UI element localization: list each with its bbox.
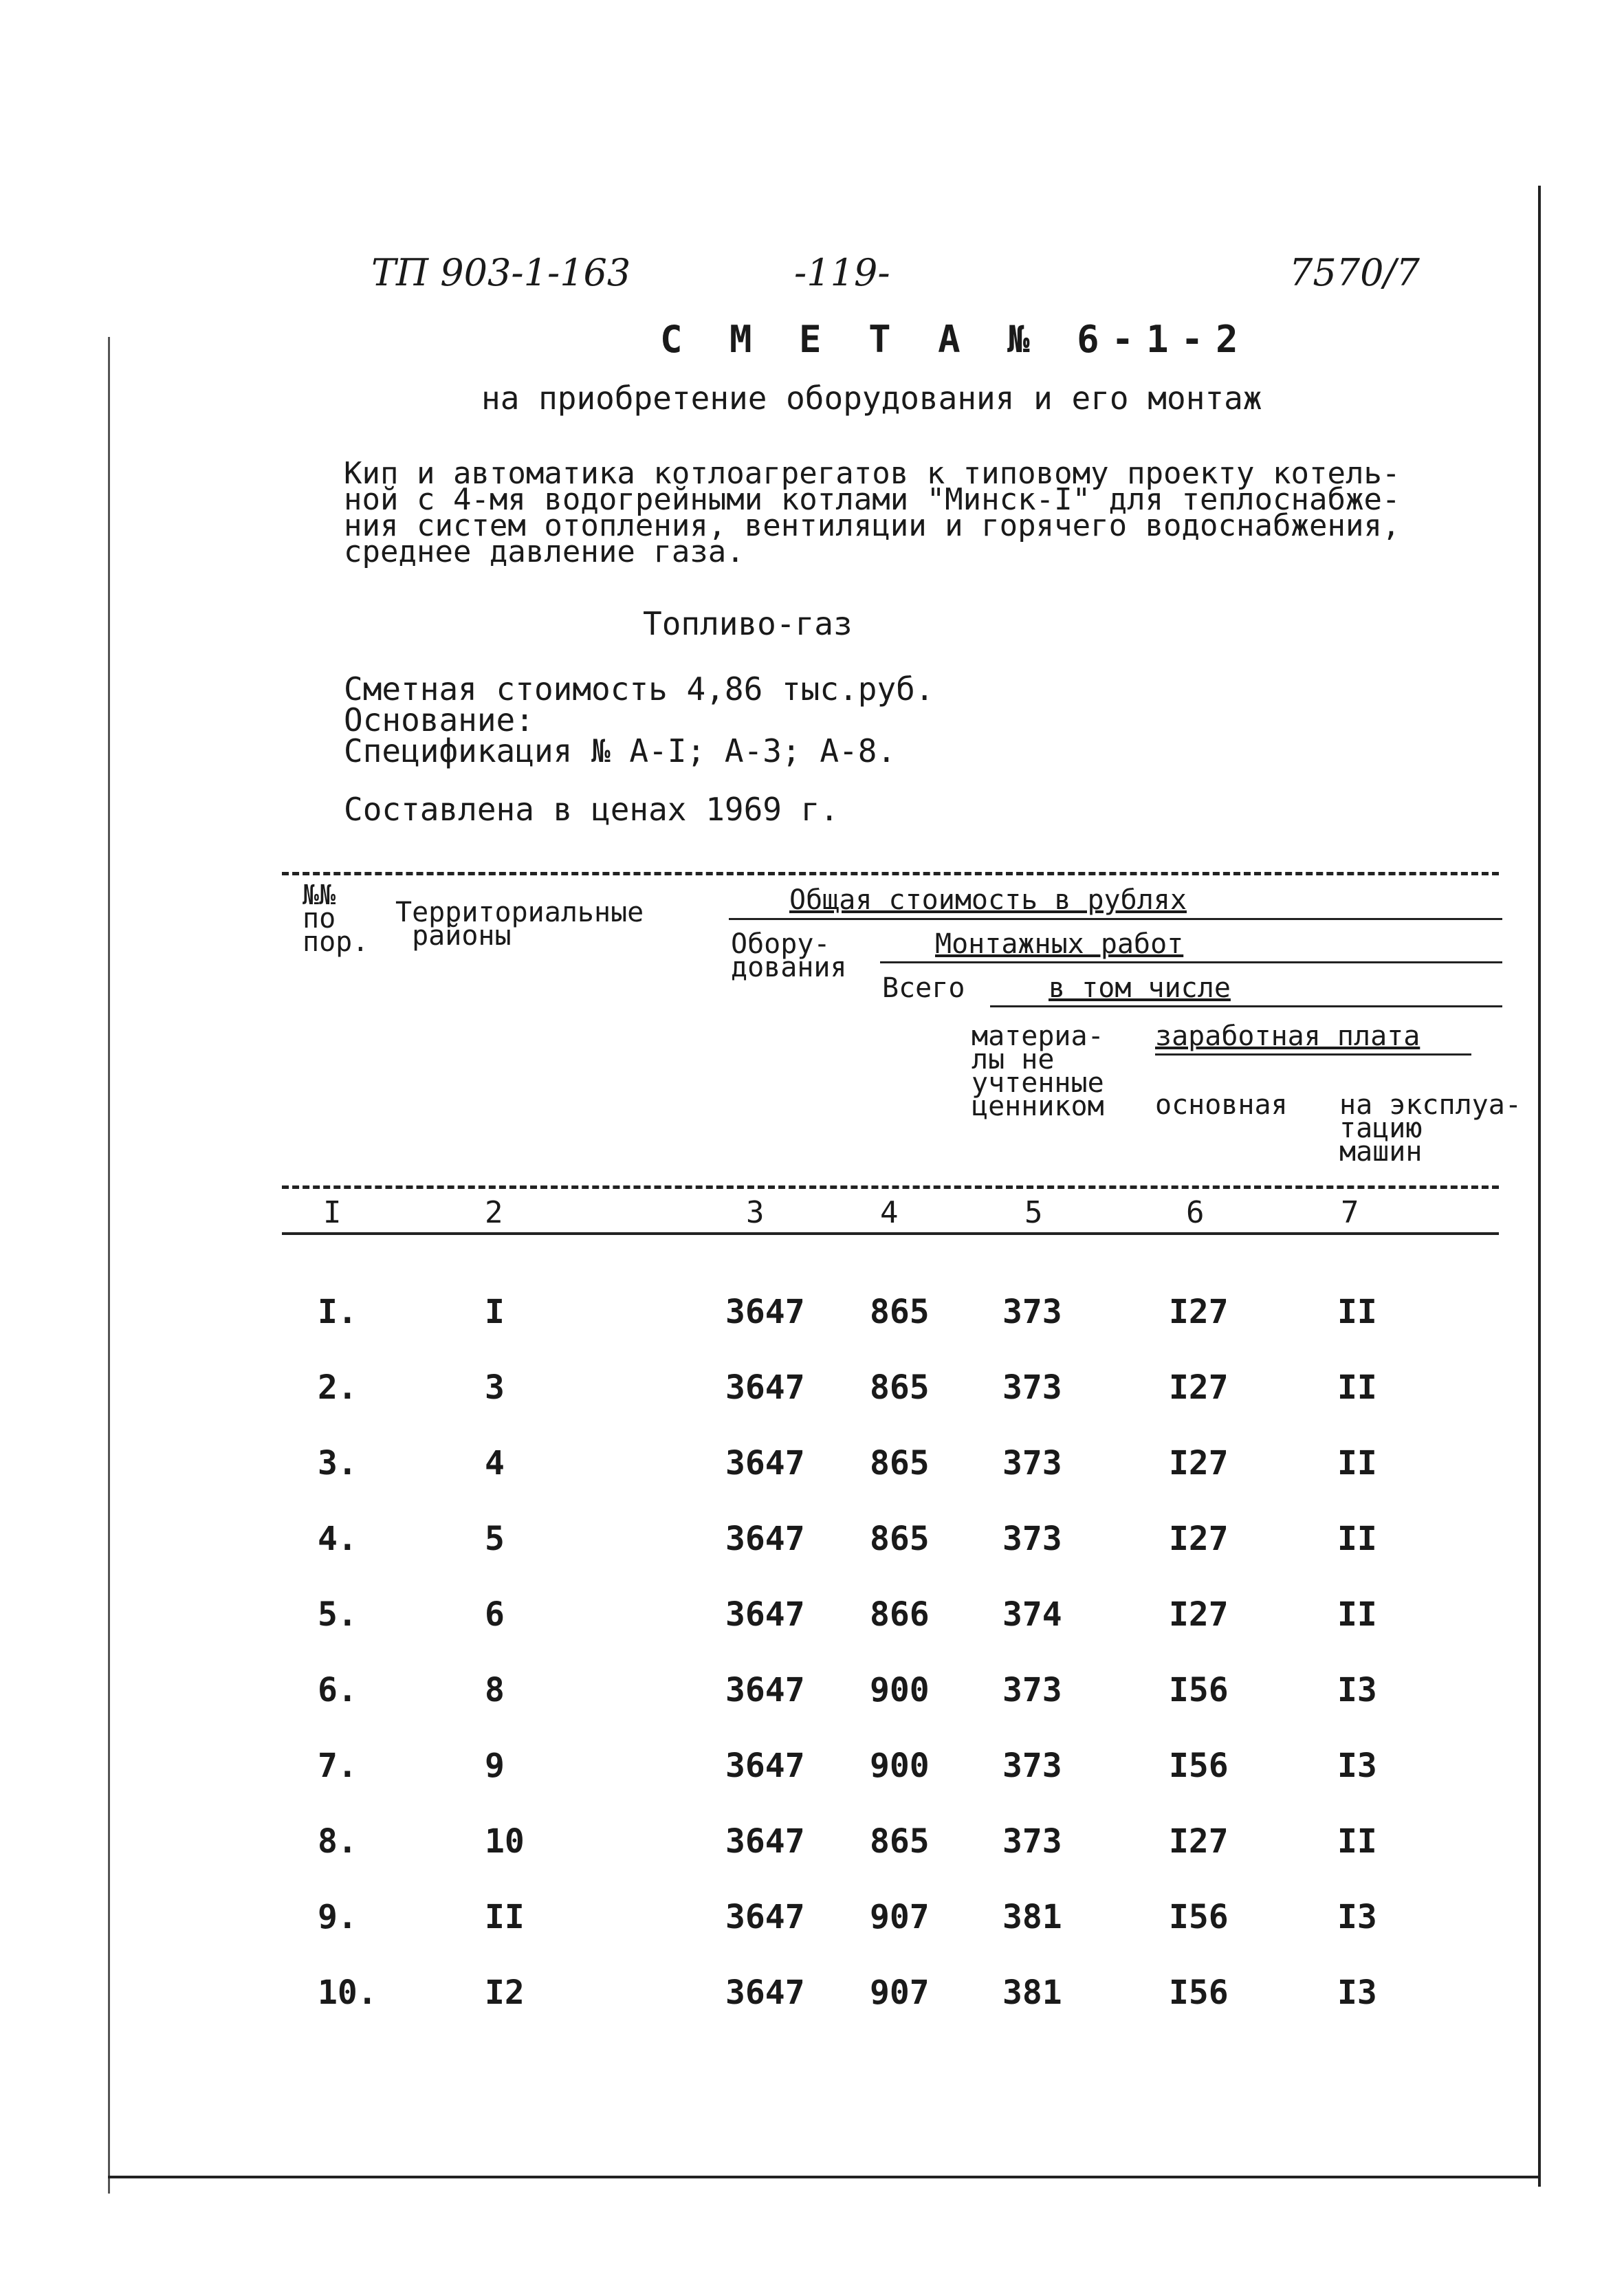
cell-basic-wage: I27 — [1169, 1444, 1229, 1483]
cell-machines-wage: II — [1337, 1595, 1377, 1634]
cell-region: 10 — [485, 1822, 525, 1861]
rule-installation — [880, 961, 1502, 963]
left-margin-line — [108, 337, 110, 2194]
cell-region: 9 — [485, 1747, 505, 1785]
cell-row-number: 3. — [318, 1444, 358, 1483]
prices-year: Составлена в ценах 1969 г. — [344, 791, 840, 828]
cell-region: 6 — [485, 1595, 505, 1634]
column-number: 5 — [1024, 1195, 1043, 1230]
cell-install-total: 865 — [870, 1822, 930, 1861]
cell-row-number: 5. — [318, 1595, 358, 1634]
rule-total-cost — [729, 918, 1502, 920]
cell-basic-wage: I56 — [1169, 1898, 1229, 1936]
description-line: Кип и автоматика котлоагрегатов к типовому проекту котель- — [344, 456, 1401, 491]
cell-materials: 373 — [1002, 1822, 1062, 1861]
cell-equipment-cost: 3647 — [725, 1444, 805, 1483]
cell-region: II — [485, 1898, 525, 1936]
cell-install-total: 907 — [870, 1974, 930, 2012]
cell-machines-wage: I3 — [1337, 1974, 1377, 2012]
column-number: 7 — [1341, 1195, 1359, 1230]
header-installation: Монтажных работ — [935, 928, 1184, 960]
cell-basic-wage: I27 — [1169, 1293, 1229, 1331]
fuel-type: Топливо-газ — [643, 605, 853, 642]
header-equipment: Обору- дования — [731, 928, 847, 983]
cell-machines-wage: I3 — [1337, 1898, 1377, 1936]
header-wage: заработная плата — [1155, 1020, 1420, 1052]
cell-equipment-cost: 3647 — [725, 1293, 805, 1331]
cell-machines-wage: II — [1337, 1444, 1377, 1483]
cell-equipment-cost: 3647 — [725, 1822, 805, 1861]
cell-machines-wage: II — [1337, 1293, 1377, 1331]
specification-line: Спецификация № А-I; А-3; А-8. — [344, 732, 897, 769]
cell-basic-wage: I27 — [1169, 1368, 1229, 1407]
cell-row-number: 7. — [318, 1747, 358, 1785]
cell-row-number: 6. — [318, 1671, 358, 1709]
rule-wage — [1155, 1053, 1471, 1056]
cell-equipment-cost: 3647 — [725, 1368, 805, 1407]
cell-install-total: 865 — [870, 1368, 930, 1407]
cell-materials: 373 — [1002, 1671, 1062, 1709]
cell-equipment-cost: 3647 — [725, 1671, 805, 1709]
cell-region: 8 — [485, 1671, 505, 1709]
page-number: -119- — [794, 251, 890, 294]
cell-region: I2 — [485, 1974, 525, 2012]
cell-install-total: 907 — [870, 1898, 930, 1936]
table-header-bottom-rule — [282, 1185, 1499, 1189]
cell-machines-wage: I3 — [1337, 1671, 1377, 1709]
column-number: 4 — [880, 1195, 899, 1230]
column-number-rule — [282, 1232, 1499, 1235]
cell-install-total: 900 — [870, 1671, 930, 1709]
header-region: Территориальные районы — [395, 897, 644, 952]
rule-including — [990, 1005, 1502, 1007]
cell-machines-wage: II — [1337, 1822, 1377, 1861]
right-margin-line — [1538, 186, 1541, 2187]
cell-row-number: 2. — [318, 1368, 358, 1407]
cell-materials: 374 — [1002, 1595, 1062, 1634]
cell-machines-wage: II — [1337, 1520, 1377, 1558]
cell-row-number: 4. — [318, 1520, 358, 1558]
cell-basic-wage: I27 — [1169, 1822, 1229, 1861]
cell-basic-wage: I27 — [1169, 1520, 1229, 1558]
cell-equipment-cost: 3647 — [725, 1974, 805, 2012]
cell-row-number: 8. — [318, 1822, 358, 1861]
cell-row-number: 10. — [318, 1974, 377, 2012]
table-top-rule — [282, 872, 1499, 875]
cell-basic-wage: I56 — [1169, 1747, 1229, 1785]
cell-install-total: 865 — [870, 1444, 930, 1483]
cell-materials: 373 — [1002, 1444, 1062, 1483]
cell-equipment-cost: 3647 — [725, 1595, 805, 1634]
cell-materials: 381 — [1002, 1898, 1062, 1936]
cell-equipment-cost: 3647 — [725, 1747, 805, 1785]
document-subtitle: на приобретение оборудования и его монтаж — [481, 380, 1262, 417]
cell-equipment-cost: 3647 — [725, 1520, 805, 1558]
cell-materials: 381 — [1002, 1974, 1062, 2012]
basis-label: Основание: — [344, 701, 534, 739]
cell-basic-wage: I27 — [1169, 1595, 1229, 1634]
column-number: 3 — [746, 1195, 765, 1230]
cell-region: 4 — [485, 1444, 505, 1483]
cell-region: I — [485, 1293, 505, 1331]
description-line: ния систем отопления, вентиляции и горячего водоснабжения, — [344, 508, 1401, 543]
description-line: ной с 4-мя водогрейными котлами "Минск-I" для теплоснабже- — [344, 482, 1401, 517]
description-block — [344, 456, 1401, 569]
cell-region: 5 — [485, 1520, 505, 1558]
cell-equipment-cost: 3647 — [725, 1898, 805, 1936]
header-basic-wage: основная — [1155, 1089, 1288, 1121]
document-title: С М Е Т А № 6-1-2 — [660, 318, 1251, 361]
header-machines-wage: на эксплуа- тацию машин — [1339, 1089, 1522, 1168]
bottom-frame-line — [108, 2176, 1538, 2178]
cell-machines-wage: I3 — [1337, 1747, 1377, 1785]
cell-region: 3 — [485, 1368, 505, 1407]
header-all: Всего — [882, 972, 965, 1004]
description-line: среднее давление газа. — [344, 534, 745, 569]
column-number: 6 — [1186, 1195, 1205, 1230]
cell-materials: 373 — [1002, 1293, 1062, 1331]
cell-basic-wage: I56 — [1169, 1974, 1229, 2012]
document-code: ТП 903-1-163 — [371, 251, 631, 294]
cell-materials: 373 — [1002, 1368, 1062, 1407]
header-including: в том числе — [1049, 972, 1231, 1004]
cell-basic-wage: I56 — [1169, 1671, 1229, 1709]
cell-machines-wage: II — [1337, 1368, 1377, 1407]
cell-install-total: 900 — [870, 1747, 930, 1785]
cell-materials: 373 — [1002, 1520, 1062, 1558]
cell-row-number: 9. — [318, 1898, 358, 1936]
cell-install-total: 866 — [870, 1595, 930, 1634]
header-materials: материа- лы не учтенные ценником — [972, 1020, 1104, 1122]
column-number: I — [323, 1195, 342, 1230]
cell-install-total: 865 — [870, 1520, 930, 1558]
header-row-number: №№ по пор. — [303, 879, 369, 958]
column-number: 2 — [485, 1195, 503, 1230]
cell-row-number: I. — [318, 1293, 358, 1331]
estimated-cost: Сметная стоимость 4,86 тыс.руб. — [344, 670, 934, 708]
header-total-cost: Общая стоимость в рублях — [789, 884, 1187, 916]
sheet-code: 7570/7 — [1289, 251, 1420, 294]
cell-materials: 373 — [1002, 1747, 1062, 1785]
cell-install-total: 865 — [870, 1293, 930, 1331]
